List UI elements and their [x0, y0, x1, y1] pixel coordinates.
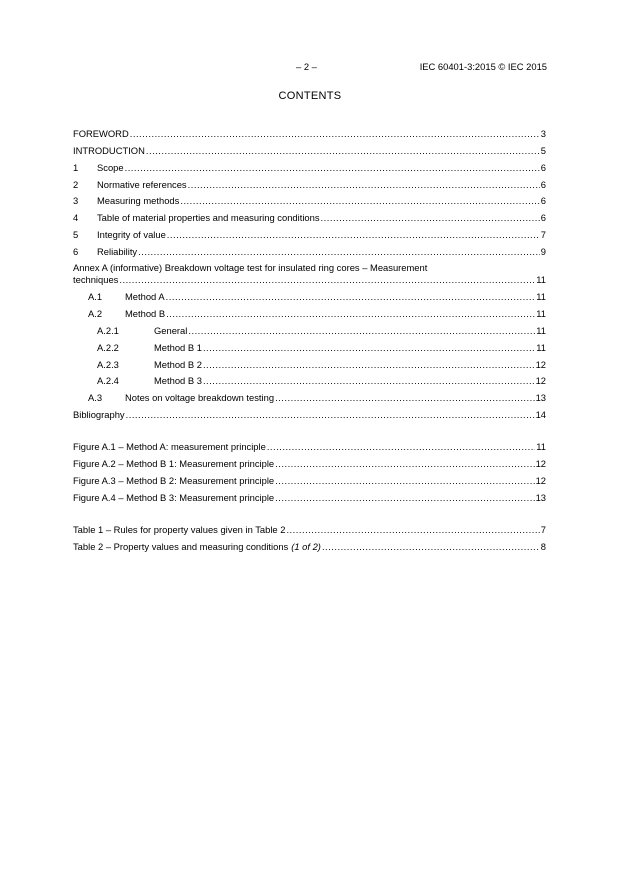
toc-entry-title: Integrity of value: [97, 229, 166, 241]
contents-title: CONTENTS: [278, 90, 342, 102]
dot-leader: [203, 342, 535, 353]
figure-entry-page: 12: [535, 474, 546, 486]
toc-entry-number: 5: [73, 229, 79, 241]
table-of-contents: [73, 122, 546, 552]
toc-entry-title: Method A: [125, 291, 165, 303]
table-entry-title: Table 2 – Property values and measuring conditions: [73, 540, 289, 552]
dot-leader: [126, 409, 535, 420]
toc-entry-a2[interactable]: [73, 302, 546, 319]
toc-entry-introduction[interactable]: [73, 139, 546, 156]
toc-entry-page: 12: [535, 358, 546, 370]
toc-entry-measuring-methods[interactable]: [73, 190, 546, 207]
toc-entry-page: 11: [536, 291, 546, 303]
toc-entry-title: FOREWORD: [73, 127, 129, 139]
toc-entry-number: A.2.1: [97, 324, 119, 336]
toc-entry-integrity-of-value[interactable]: [73, 223, 546, 240]
toc-entry-number: A.3: [88, 392, 103, 404]
header-standard-id: IEC 60401-3:2015 © IEC 2015: [419, 61, 547, 72]
table-entry-page: 8: [540, 540, 546, 552]
header-page-number: – 2 –: [296, 61, 317, 72]
toc-entry-title-line2: techniques: [73, 274, 119, 286]
toc-entry-number: 6: [73, 246, 79, 258]
toc-entry-title: INTRODUCTION: [73, 144, 145, 156]
toc-entry-page: 9: [540, 246, 546, 258]
toc-entry-title: Measuring methods: [97, 195, 180, 207]
dot-leader: [138, 246, 540, 257]
dot-leader: [188, 179, 540, 190]
dot-leader: [203, 375, 535, 386]
toc-entry-page: 11: [536, 341, 546, 353]
dot-leader: [203, 359, 535, 370]
toc-entry-page: 6: [540, 212, 546, 224]
toc-entry-title-line1: Annex A (informative) Breakdown voltage test for insulated ring cores – Measurement: [73, 262, 428, 274]
toc-entry-page: 6: [540, 195, 546, 207]
figure-entry-a3[interactable]: [73, 469, 546, 486]
toc-entry-normative-references[interactable]: [73, 173, 546, 190]
figure-entry-page: 12: [535, 458, 546, 470]
dot-leader: [180, 195, 539, 206]
toc-entry-page: 11: [536, 307, 546, 319]
dot-leader: [275, 458, 534, 469]
toc-entry-number: 1: [73, 161, 79, 173]
toc-entry-title: Table of material properties and measuring conditions: [97, 212, 320, 224]
dot-leader: [322, 541, 540, 552]
toc-entry-page: 6: [540, 178, 546, 190]
table-entry-1[interactable]: [73, 518, 546, 535]
toc-entry-number: 3: [73, 195, 79, 207]
section-spacer: [73, 503, 546, 518]
toc-entry-number: A.1: [88, 291, 103, 303]
toc-entry-page: 14: [535, 409, 546, 421]
dot-leader: [321, 212, 540, 223]
dot-leader: [275, 475, 534, 486]
figure-entry-title: Figure A.1 – Method A: measurement principle: [73, 441, 266, 453]
toc-entry-a1[interactable]: [73, 285, 546, 302]
toc-entry-title: Method B: [125, 307, 166, 319]
toc-entry-page: 5: [540, 144, 546, 156]
dot-leader: [275, 392, 535, 403]
dot-leader: [166, 291, 536, 302]
toc-entry-page: 11: [536, 324, 546, 336]
dot-leader: [119, 274, 535, 285]
toc-entry-number: 4: [73, 212, 79, 224]
toc-entry-title: Method B 2: [154, 358, 202, 370]
toc-entry-title: Scope: [97, 161, 124, 173]
toc-entry-title: Reliability: [97, 246, 138, 258]
table-entry-title-italic: (1 of 2): [291, 540, 321, 552]
dot-leader: [167, 229, 540, 240]
toc-entry-number: A.2: [88, 307, 103, 319]
toc-entry-scope[interactable]: [73, 156, 546, 173]
toc-entry-page: 3: [540, 127, 546, 139]
figure-entry-a1[interactable]: [73, 435, 546, 452]
toc-entry-a23[interactable]: [73, 353, 546, 370]
toc-entry-table-of-material-properties[interactable]: [73, 206, 546, 223]
table-entry-2[interactable]: [73, 535, 546, 552]
dot-leader: [166, 308, 535, 319]
section-spacer: [73, 420, 546, 435]
toc-entry-number: A.2.4: [97, 375, 119, 387]
toc-entry-title: Normative references: [97, 178, 187, 190]
dot-leader: [146, 145, 540, 156]
figure-entry-page: 11: [536, 441, 546, 453]
dot-leader: [188, 325, 535, 336]
dot-leader: [286, 524, 539, 535]
table-entry-title: Table 1 – Rules for property values given in Table 2: [73, 523, 286, 535]
toc-entry-page: 11: [536, 274, 546, 286]
dot-leader: [125, 162, 540, 173]
toc-entry-a22[interactable]: [73, 336, 546, 353]
toc-entry-title: Method B 3: [154, 375, 202, 387]
figure-entry-title: Figure A.2 – Method B 1: Measurement principle: [73, 458, 275, 470]
toc-entry-number: A.2.2: [97, 341, 119, 353]
toc-entry-title: Method B 1: [154, 341, 202, 353]
toc-entry-page: 12: [535, 375, 546, 387]
dot-leader: [130, 128, 540, 139]
toc-entry-a3[interactable]: [73, 386, 546, 403]
figure-entry-title: Figure A.3 – Method B 2: Measurement principle: [73, 474, 275, 486]
toc-entry-title: Bibliography: [73, 409, 125, 421]
dot-leader: [267, 441, 535, 452]
toc-entry-page: 7: [540, 229, 546, 241]
figure-entry-title: Figure A.4 – Method B 3: Measurement principle: [73, 491, 275, 503]
figure-entry-a2[interactable]: [73, 452, 546, 469]
toc-entry-a21[interactable]: [73, 319, 546, 336]
dot-leader: [275, 492, 534, 503]
toc-entry-foreword[interactable]: [73, 122, 546, 139]
figure-entry-page: 13: [535, 491, 546, 503]
toc-entry-number: 2: [73, 178, 79, 190]
toc-entry-reliability[interactable]: [73, 240, 546, 257]
toc-entry-number: A.2.3: [97, 358, 119, 370]
toc-entry-bibliography[interactable]: [73, 403, 546, 420]
toc-entry-page: 13: [535, 392, 546, 404]
table-entry-page: 7: [540, 523, 546, 535]
toc-entry-title: General: [154, 324, 188, 336]
toc-entry-title: Notes on voltage breakdown testing: [125, 392, 275, 404]
toc-entry-a24[interactable]: [73, 370, 546, 387]
toc-entry-annex-a[interactable]: [73, 257, 546, 285]
figure-entry-a4[interactable]: [73, 486, 546, 503]
toc-entry-page: 6: [540, 161, 546, 173]
